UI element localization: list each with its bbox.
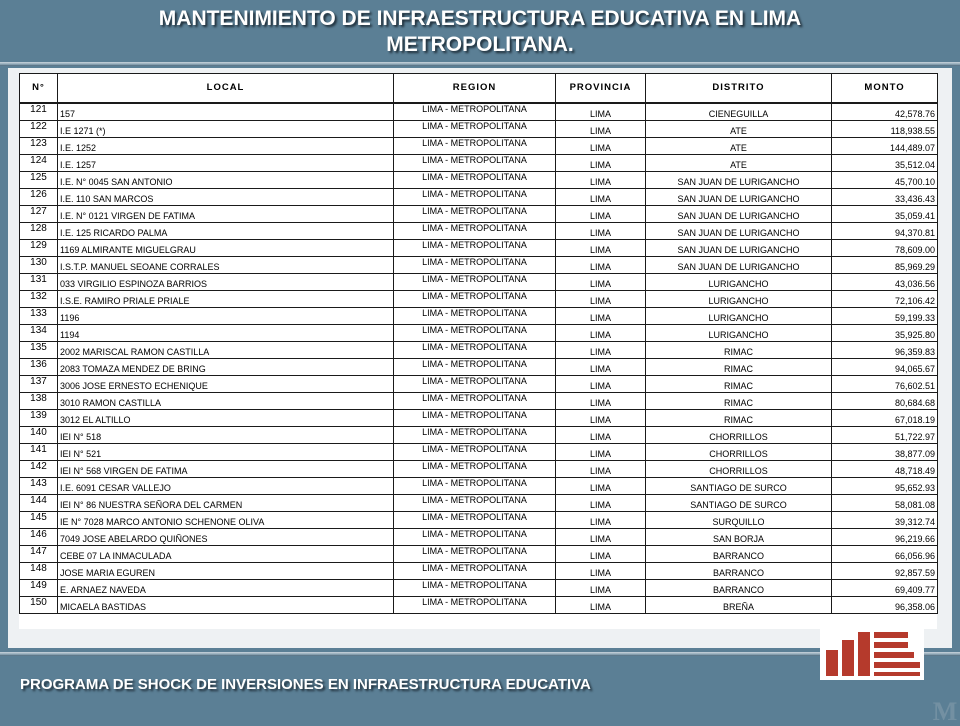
table-row <box>20 410 938 427</box>
cell-provincia: LIMA <box>556 274 646 291</box>
row-number: 150 <box>20 597 58 614</box>
cell-monto: 144,489.07 <box>832 138 938 155</box>
cell-local: IEI N° 86 NUESTRA SEÑORA DEL CARMEN <box>58 495 394 512</box>
cell-region: LIMA - METROPOLITANA <box>394 172 556 189</box>
cell-region: LIMA - METROPOLITANA <box>394 529 556 546</box>
cell-distrito: CHORRILLOS <box>646 427 832 444</box>
column-header-number: N° <box>20 74 58 104</box>
cell-monto: 69,409.77 <box>832 580 938 597</box>
cell-monto: 42,578.76 <box>832 103 938 121</box>
cell-provincia: LIMA <box>556 257 646 274</box>
cell-monto: 33,436.43 <box>832 189 938 206</box>
cell-provincia: LIMA <box>556 580 646 597</box>
table-body <box>20 103 938 614</box>
cell-local: I.E. 110 SAN MARCOS <box>58 189 394 206</box>
cell-distrito: LURIGANCHO <box>646 274 832 291</box>
cell-monto: 48,718.49 <box>832 461 938 478</box>
table-row <box>20 495 938 512</box>
cell-provincia: LIMA <box>556 512 646 529</box>
cell-monto: 43,036.56 <box>832 274 938 291</box>
cell-distrito: SAN JUAN DE LURIGANCHO <box>646 189 832 206</box>
cell-monto: 35,925.80 <box>832 325 938 342</box>
cell-distrito: SAN JUAN DE LURIGANCHO <box>646 223 832 240</box>
row-number: 122 <box>20 121 58 138</box>
cell-monto: 66,056.96 <box>832 546 938 563</box>
cell-distrito: RIMAC <box>646 376 832 393</box>
column-header-distrito: DISTRITO <box>646 74 832 104</box>
cell-local: I.S.E. RAMIRO PRIALE PRIALE <box>58 291 394 308</box>
table-row <box>20 257 938 274</box>
cell-distrito: SAN JUAN DE LURIGANCHO <box>646 240 832 257</box>
row-number: 136 <box>20 359 58 376</box>
cell-region: LIMA - METROPOLITANA <box>394 478 556 495</box>
cell-monto: 92,857.59 <box>832 563 938 580</box>
cell-local: 1194 <box>58 325 394 342</box>
cell-provincia: LIMA <box>556 359 646 376</box>
cell-monto: 94,370.81 <box>832 223 938 240</box>
row-number: 132 <box>20 291 58 308</box>
column-header-local: LOCAL <box>58 74 394 104</box>
cell-region: LIMA - METROPOLITANA <box>394 410 556 427</box>
cell-monto: 118,938.55 <box>832 121 938 138</box>
cell-distrito: SAN JUAN DE LURIGANCHO <box>646 206 832 223</box>
footer-divider <box>0 652 960 656</box>
cell-region: LIMA - METROPOLITANA <box>394 138 556 155</box>
cell-distrito: BARRANCO <box>646 546 832 563</box>
row-number: 125 <box>20 172 58 189</box>
table-row <box>20 291 938 308</box>
cell-distrito: BREÑA <box>646 597 832 614</box>
cell-provincia: LIMA <box>556 444 646 461</box>
cell-monto: 38,877.09 <box>832 444 938 461</box>
cell-provincia: LIMA <box>556 427 646 444</box>
row-number: 134 <box>20 325 58 342</box>
cell-provincia: LIMA <box>556 461 646 478</box>
cell-region: LIMA - METROPOLITANA <box>394 206 556 223</box>
cell-distrito: ATE <box>646 121 832 138</box>
cell-provincia: LIMA <box>556 121 646 138</box>
cell-provincia: LIMA <box>556 393 646 410</box>
table-row <box>20 138 938 155</box>
table-row <box>20 563 938 580</box>
cell-monto: 80,684.68 <box>832 393 938 410</box>
cell-monto: 78,609.00 <box>832 240 938 257</box>
cell-provincia: LIMA <box>556 410 646 427</box>
row-number: 143 <box>20 478 58 495</box>
cell-local: I.E. N° 0121 VIRGEN DE FATIMA <box>58 206 394 223</box>
cell-distrito: SANTIAGO DE SURCO <box>646 478 832 495</box>
table-row <box>20 512 938 529</box>
cell-local: 033 VIRGILIO ESPINOZA BARRIOS <box>58 274 394 291</box>
cell-provincia: LIMA <box>556 172 646 189</box>
cell-distrito: SURQUILLO <box>646 512 832 529</box>
cell-monto: 96,219.66 <box>832 529 938 546</box>
bar-chart-logo-icon <box>820 626 924 680</box>
row-number: 135 <box>20 342 58 359</box>
cell-region: LIMA - METROPOLITANA <box>394 580 556 597</box>
cell-region: LIMA - METROPOLITANA <box>394 597 556 614</box>
row-number: 147 <box>20 546 58 563</box>
cell-provincia: LIMA <box>556 325 646 342</box>
cell-provincia: LIMA <box>556 223 646 240</box>
cell-local: I.E. 125 RICARDO PALMA <box>58 223 394 240</box>
cell-provincia: LIMA <box>556 189 646 206</box>
cell-monto: 58,081.08 <box>832 495 938 512</box>
cell-distrito: BARRANCO <box>646 563 832 580</box>
cell-monto: 51,722.97 <box>832 427 938 444</box>
cell-region: LIMA - METROPOLITANA <box>394 325 556 342</box>
row-number: 130 <box>20 257 58 274</box>
cell-provincia: LIMA <box>556 103 646 121</box>
table-row <box>20 580 938 597</box>
row-number: 133 <box>20 308 58 325</box>
cell-provincia: LIMA <box>556 563 646 580</box>
cell-local: IEI N° 518 <box>58 427 394 444</box>
cell-region: LIMA - METROPOLITANA <box>394 512 556 529</box>
cell-region: LIMA - METROPOLITANA <box>394 223 556 240</box>
cell-distrito: RIMAC <box>646 342 832 359</box>
row-number: 144 <box>20 495 58 512</box>
cell-local: 3010 RAMON CASTILLA <box>58 393 394 410</box>
cell-region: LIMA - METROPOLITANA <box>394 563 556 580</box>
cell-region: LIMA - METROPOLITANA <box>394 155 556 172</box>
table-row <box>20 325 938 342</box>
cell-local: 3012 EL ALTILLO <box>58 410 394 427</box>
column-header-provincia: PROVINCIA <box>556 74 646 104</box>
cell-local: 157 <box>58 103 394 121</box>
table-row <box>20 342 938 359</box>
cell-distrito: LURIGANCHO <box>646 325 832 342</box>
row-number: 141 <box>20 444 58 461</box>
cell-local: E. ARNAEZ NAVEDA <box>58 580 394 597</box>
table-row <box>20 478 938 495</box>
cell-region: LIMA - METROPOLITANA <box>394 103 556 121</box>
table-row <box>20 274 938 291</box>
cell-distrito: CIENEGUILLA <box>646 103 832 121</box>
title-line-1: MANTENIMIENTO DE INFRAESTRUCTURA EDUCATIVA EN LIMA <box>158 7 802 30</box>
table-row <box>20 103 938 121</box>
cell-local: I.E. 6091 CESAR VALLEJO <box>58 478 394 495</box>
watermark-letter: M <box>932 697 958 726</box>
cell-monto: 96,358.06 <box>832 597 938 614</box>
table-row <box>20 223 938 240</box>
row-number: 142 <box>20 461 58 478</box>
cell-region: LIMA - METROPOLITANA <box>394 461 556 478</box>
cell-distrito: RIMAC <box>646 393 832 410</box>
cell-provincia: LIMA <box>556 478 646 495</box>
table-row <box>20 240 938 257</box>
cell-distrito: RIMAC <box>646 359 832 376</box>
cell-monto: 45,700.10 <box>832 172 938 189</box>
table-header-row <box>20 74 938 104</box>
cell-local: 2002 MARISCAL RAMON CASTILLA <box>58 342 394 359</box>
cell-local: IE N° 7028 MARCO ANTONIO SCHENONE OLIVA <box>58 512 394 529</box>
cell-provincia: LIMA <box>556 138 646 155</box>
table-row <box>20 155 938 172</box>
cell-distrito: RIMAC <box>646 410 832 427</box>
row-number: 148 <box>20 563 58 580</box>
cell-distrito: SAN BORJA <box>646 529 832 546</box>
cell-local: IEI N° 568 VIRGEN DE FATIMA <box>58 461 394 478</box>
cell-local: CEBE 07 LA INMACULADA <box>58 546 394 563</box>
cell-local: MICAELA BASTIDAS <box>58 597 394 614</box>
cell-region: LIMA - METROPOLITANA <box>394 342 556 359</box>
cell-local: 1196 <box>58 308 394 325</box>
column-header-region: REGION <box>394 74 556 104</box>
table-row <box>20 172 938 189</box>
table-row <box>20 597 938 614</box>
cell-monto: 35,512.04 <box>832 155 938 172</box>
table-row <box>20 546 938 563</box>
cell-region: LIMA - METROPOLITANA <box>394 121 556 138</box>
table-row <box>20 376 938 393</box>
row-number: 126 <box>20 189 58 206</box>
schools-table <box>19 73 938 614</box>
cell-provincia: LIMA <box>556 155 646 172</box>
cell-region: LIMA - METROPOLITANA <box>394 308 556 325</box>
content-panel <box>8 68 952 648</box>
cell-local: I.E. 1257 <box>58 155 394 172</box>
row-number: 138 <box>20 393 58 410</box>
table-row <box>20 427 938 444</box>
cell-local: I.S.T.P. MANUEL SEOANE CORRALES <box>58 257 394 274</box>
row-number: 146 <box>20 529 58 546</box>
cell-distrito: SAN JUAN DE LURIGANCHO <box>646 257 832 274</box>
cell-monto: 94,065.67 <box>832 359 938 376</box>
cell-provincia: LIMA <box>556 206 646 223</box>
cell-distrito: CHORRILLOS <box>646 444 832 461</box>
row-number: 131 <box>20 274 58 291</box>
row-number: 124 <box>20 155 58 172</box>
table-container <box>19 73 937 629</box>
program-name: PROGRAMA DE SHOCK DE INVERSIONES EN INFRAESTRUCTURA EDUCATIVA <box>20 676 591 693</box>
cell-region: LIMA - METROPOLITANA <box>394 376 556 393</box>
cell-distrito: LURIGANCHO <box>646 291 832 308</box>
cell-region: LIMA - METROPOLITANA <box>394 359 556 376</box>
cell-distrito: CHORRILLOS <box>646 461 832 478</box>
cell-monto: 35,059.41 <box>832 206 938 223</box>
cell-provincia: LIMA <box>556 597 646 614</box>
title-line-2: METROPOLITANA. <box>386 33 574 56</box>
cell-distrito: ATE <box>646 155 832 172</box>
row-number: 137 <box>20 376 58 393</box>
cell-region: LIMA - METROPOLITANA <box>394 189 556 206</box>
table-row <box>20 206 938 223</box>
row-number: 127 <box>20 206 58 223</box>
cell-region: LIMA - METROPOLITANA <box>394 546 556 563</box>
cell-local: 7049 JOSE ABELARDO QUIÑONES <box>58 529 394 546</box>
cell-provincia: LIMA <box>556 546 646 563</box>
cell-local: 1169 ALMIRANTE MIGUELGRAU <box>58 240 394 257</box>
cell-region: LIMA - METROPOLITANA <box>394 240 556 257</box>
cell-distrito: SANTIAGO DE SURCO <box>646 495 832 512</box>
table-row <box>20 189 938 206</box>
cell-region: LIMA - METROPOLITANA <box>394 291 556 308</box>
row-number: 121 <box>20 103 58 121</box>
cell-local: 3006 JOSE ERNESTO ECHENIQUE <box>58 376 394 393</box>
cell-region: LIMA - METROPOLITANA <box>394 257 556 274</box>
table-row <box>20 121 938 138</box>
page-title <box>60 6 900 58</box>
cell-monto: 85,969.29 <box>832 257 938 274</box>
cell-provincia: LIMA <box>556 495 646 512</box>
cell-monto: 95,652.93 <box>832 478 938 495</box>
table-row <box>20 393 938 410</box>
cell-distrito: ATE <box>646 138 832 155</box>
cell-local: I.E 1271 (*) <box>58 121 394 138</box>
row-number: 123 <box>20 138 58 155</box>
cell-provincia: LIMA <box>556 342 646 359</box>
cell-provincia: LIMA <box>556 529 646 546</box>
cell-monto: 67,018.19 <box>832 410 938 427</box>
row-number: 149 <box>20 580 58 597</box>
row-number: 128 <box>20 223 58 240</box>
cell-provincia: LIMA <box>556 291 646 308</box>
cell-region: LIMA - METROPOLITANA <box>394 427 556 444</box>
cell-local: 2083 TOMAZA MENDEZ DE BRING <box>58 359 394 376</box>
row-number: 140 <box>20 427 58 444</box>
table-row <box>20 461 938 478</box>
table-row <box>20 308 938 325</box>
cell-monto: 39,312.74 <box>832 512 938 529</box>
cell-region: LIMA - METROPOLITANA <box>394 393 556 410</box>
cell-distrito: SAN JUAN DE LURIGANCHO <box>646 172 832 189</box>
row-number: 129 <box>20 240 58 257</box>
cell-provincia: LIMA <box>556 376 646 393</box>
cell-monto: 59,199.33 <box>832 308 938 325</box>
cell-local: I.E. 1252 <box>58 138 394 155</box>
cell-local: JOSE MARIA EGUREN <box>58 563 394 580</box>
cell-monto: 96,359.83 <box>832 342 938 359</box>
table-row <box>20 444 938 461</box>
row-number: 145 <box>20 512 58 529</box>
column-header-monto: MONTO <box>832 74 938 104</box>
cell-monto: 76,602.51 <box>832 376 938 393</box>
cell-distrito: LURIGANCHO <box>646 308 832 325</box>
cell-local: IEI N° 521 <box>58 444 394 461</box>
cell-region: LIMA - METROPOLITANA <box>394 495 556 512</box>
cell-local: I.E. N° 0045 SAN ANTONIO <box>58 172 394 189</box>
table-row <box>20 359 938 376</box>
header-divider <box>0 62 960 66</box>
cell-region: LIMA - METROPOLITANA <box>394 274 556 291</box>
table-row <box>20 529 938 546</box>
row-number: 139 <box>20 410 58 427</box>
cell-region: LIMA - METROPOLITANA <box>394 444 556 461</box>
cell-provincia: LIMA <box>556 308 646 325</box>
cell-provincia: LIMA <box>556 240 646 257</box>
cell-monto: 72,106.42 <box>832 291 938 308</box>
cell-distrito: BARRANCO <box>646 580 832 597</box>
